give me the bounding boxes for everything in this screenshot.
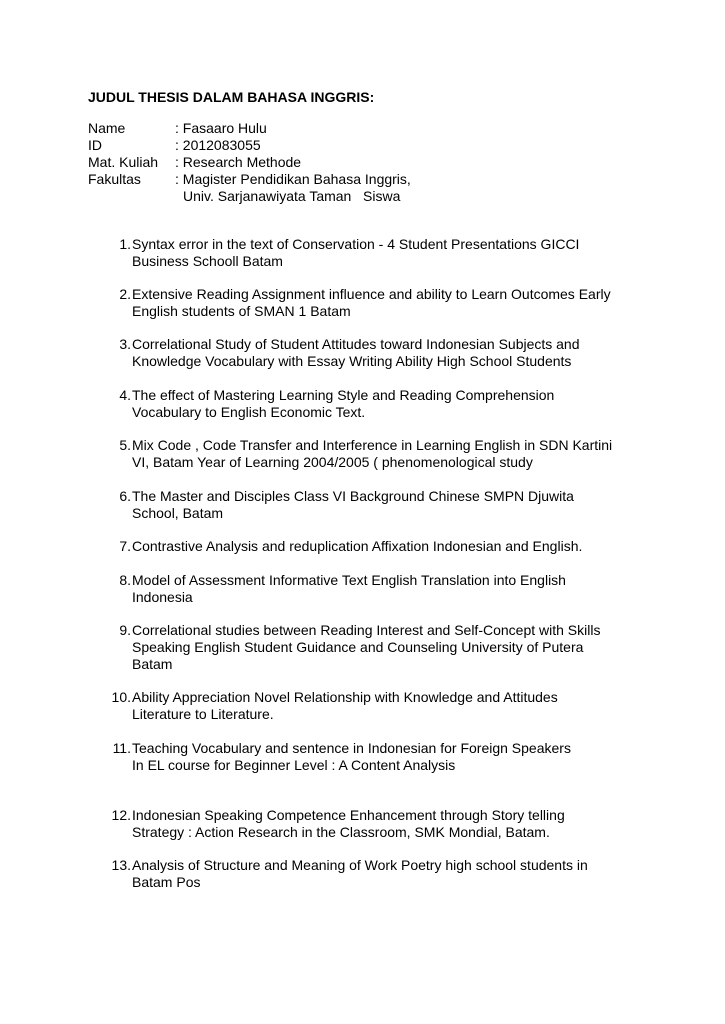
info-value: : Magister Pendidikan Bahasa Inggris, bbox=[175, 171, 411, 187]
info-value: : 2012083055 bbox=[175, 137, 261, 153]
list-item-text: Teaching Vocabulary and sentence in Indonesian for Foreign Speakers In EL course for Beginner Level : A Content Analysis bbox=[132, 740, 571, 773]
list-item-text: Extensive Reading Assignment influence and ability to Learn Outcomes Early English students of SMAN 1 Batam bbox=[132, 286, 611, 319]
info-value: : Fasaaro Hulu bbox=[175, 120, 267, 136]
info-row-fakultas bbox=[88, 171, 411, 188]
list-item bbox=[107, 807, 647, 841]
info-value: : Research Methode bbox=[175, 154, 302, 170]
list-item-number: 2. bbox=[119, 286, 131, 302]
list-item bbox=[107, 387, 647, 421]
list-item bbox=[107, 236, 647, 270]
list-item bbox=[107, 336, 647, 370]
list-item-text: Model of Assessment Informative Text English Translation into English Indonesia bbox=[132, 572, 566, 605]
info-row-id bbox=[88, 137, 261, 154]
list-item-text: The Master and Disciples Class VI Background Chinese SMPN Djuwita School, Batam bbox=[132, 488, 574, 521]
list-item bbox=[107, 488, 647, 522]
list-item-text: The effect of Mastering Learning Style and Reading Comprehension Vocabulary to English Economic Text. bbox=[132, 387, 555, 420]
info-fakultas-continuation: Univ. Sarjanawiyata Taman Siswa bbox=[183, 188, 401, 204]
document-title: JUDUL THESIS DALAM BAHASA INGGRIS: bbox=[88, 89, 375, 105]
info-label: ID bbox=[88, 137, 102, 153]
info-label: Mat. Kuliah bbox=[88, 154, 159, 170]
list-item-number: 1. bbox=[119, 236, 131, 252]
info-row-name bbox=[88, 120, 267, 137]
list-item-number: 12. bbox=[111, 807, 131, 823]
list-item-text: Indonesian Speaking Competence Enhancement through Story telling Strategy : Action Research in the Classroom, SMK Mondial, Batam. bbox=[132, 807, 565, 840]
list-item-number: 3. bbox=[119, 336, 131, 352]
list-item-number: 9. bbox=[119, 622, 131, 638]
list-item bbox=[107, 286, 647, 320]
list-item-text: Analysis of Structure and Meaning of Work Poetry high school students in Batam Pos bbox=[132, 857, 588, 890]
info-label: Name bbox=[88, 120, 126, 136]
list-item-number: 13. bbox=[111, 857, 131, 873]
list-item-number: 8. bbox=[119, 572, 131, 588]
list-item-text: Syntax error in the text of Conservation - 4 Student Presentations GICCI Business Schooll Batam bbox=[132, 236, 580, 269]
list-item-number: 5. bbox=[119, 437, 131, 453]
list-item bbox=[107, 538, 647, 555]
list-item-number: 6. bbox=[119, 488, 131, 504]
list-item-number: 11. bbox=[112, 740, 131, 756]
list-item-text: Ability Appreciation Novel Relationship with Knowledge and Attitudes Literature to Literature. bbox=[132, 689, 558, 722]
list-item-text: Correlational Study of Student Attitudes toward Indonesian Subjects and Knowledge Vocabulary with Essay Writing Ability High School Students bbox=[132, 336, 580, 369]
list-item bbox=[107, 622, 647, 673]
list-item-number: 10. bbox=[111, 689, 131, 705]
list-item-number: 7. bbox=[119, 538, 131, 554]
info-label: Fakultas bbox=[88, 171, 141, 187]
list-item-text: Correlational studies between Reading Interest and Self-Concept with Skills Speaking English Student Guidance and Counseling University of Putera Batam bbox=[132, 622, 601, 672]
list-item bbox=[107, 572, 647, 606]
info-row-mat-kuliah bbox=[88, 154, 301, 171]
list-item bbox=[107, 740, 647, 774]
list-item-number: 4. bbox=[119, 387, 131, 403]
list-item-text: Contrastive Analysis and reduplication Affixation Indonesian and English. bbox=[132, 538, 583, 554]
list-item bbox=[107, 437, 647, 471]
list-item bbox=[107, 689, 647, 723]
list-item-text: Mix Code , Code Transfer and Interference in Learning English in SDN Kartini VI, Batam Year of Learning 2004/2005 ( phenomenological study bbox=[132, 437, 613, 470]
list-item bbox=[107, 857, 647, 891]
